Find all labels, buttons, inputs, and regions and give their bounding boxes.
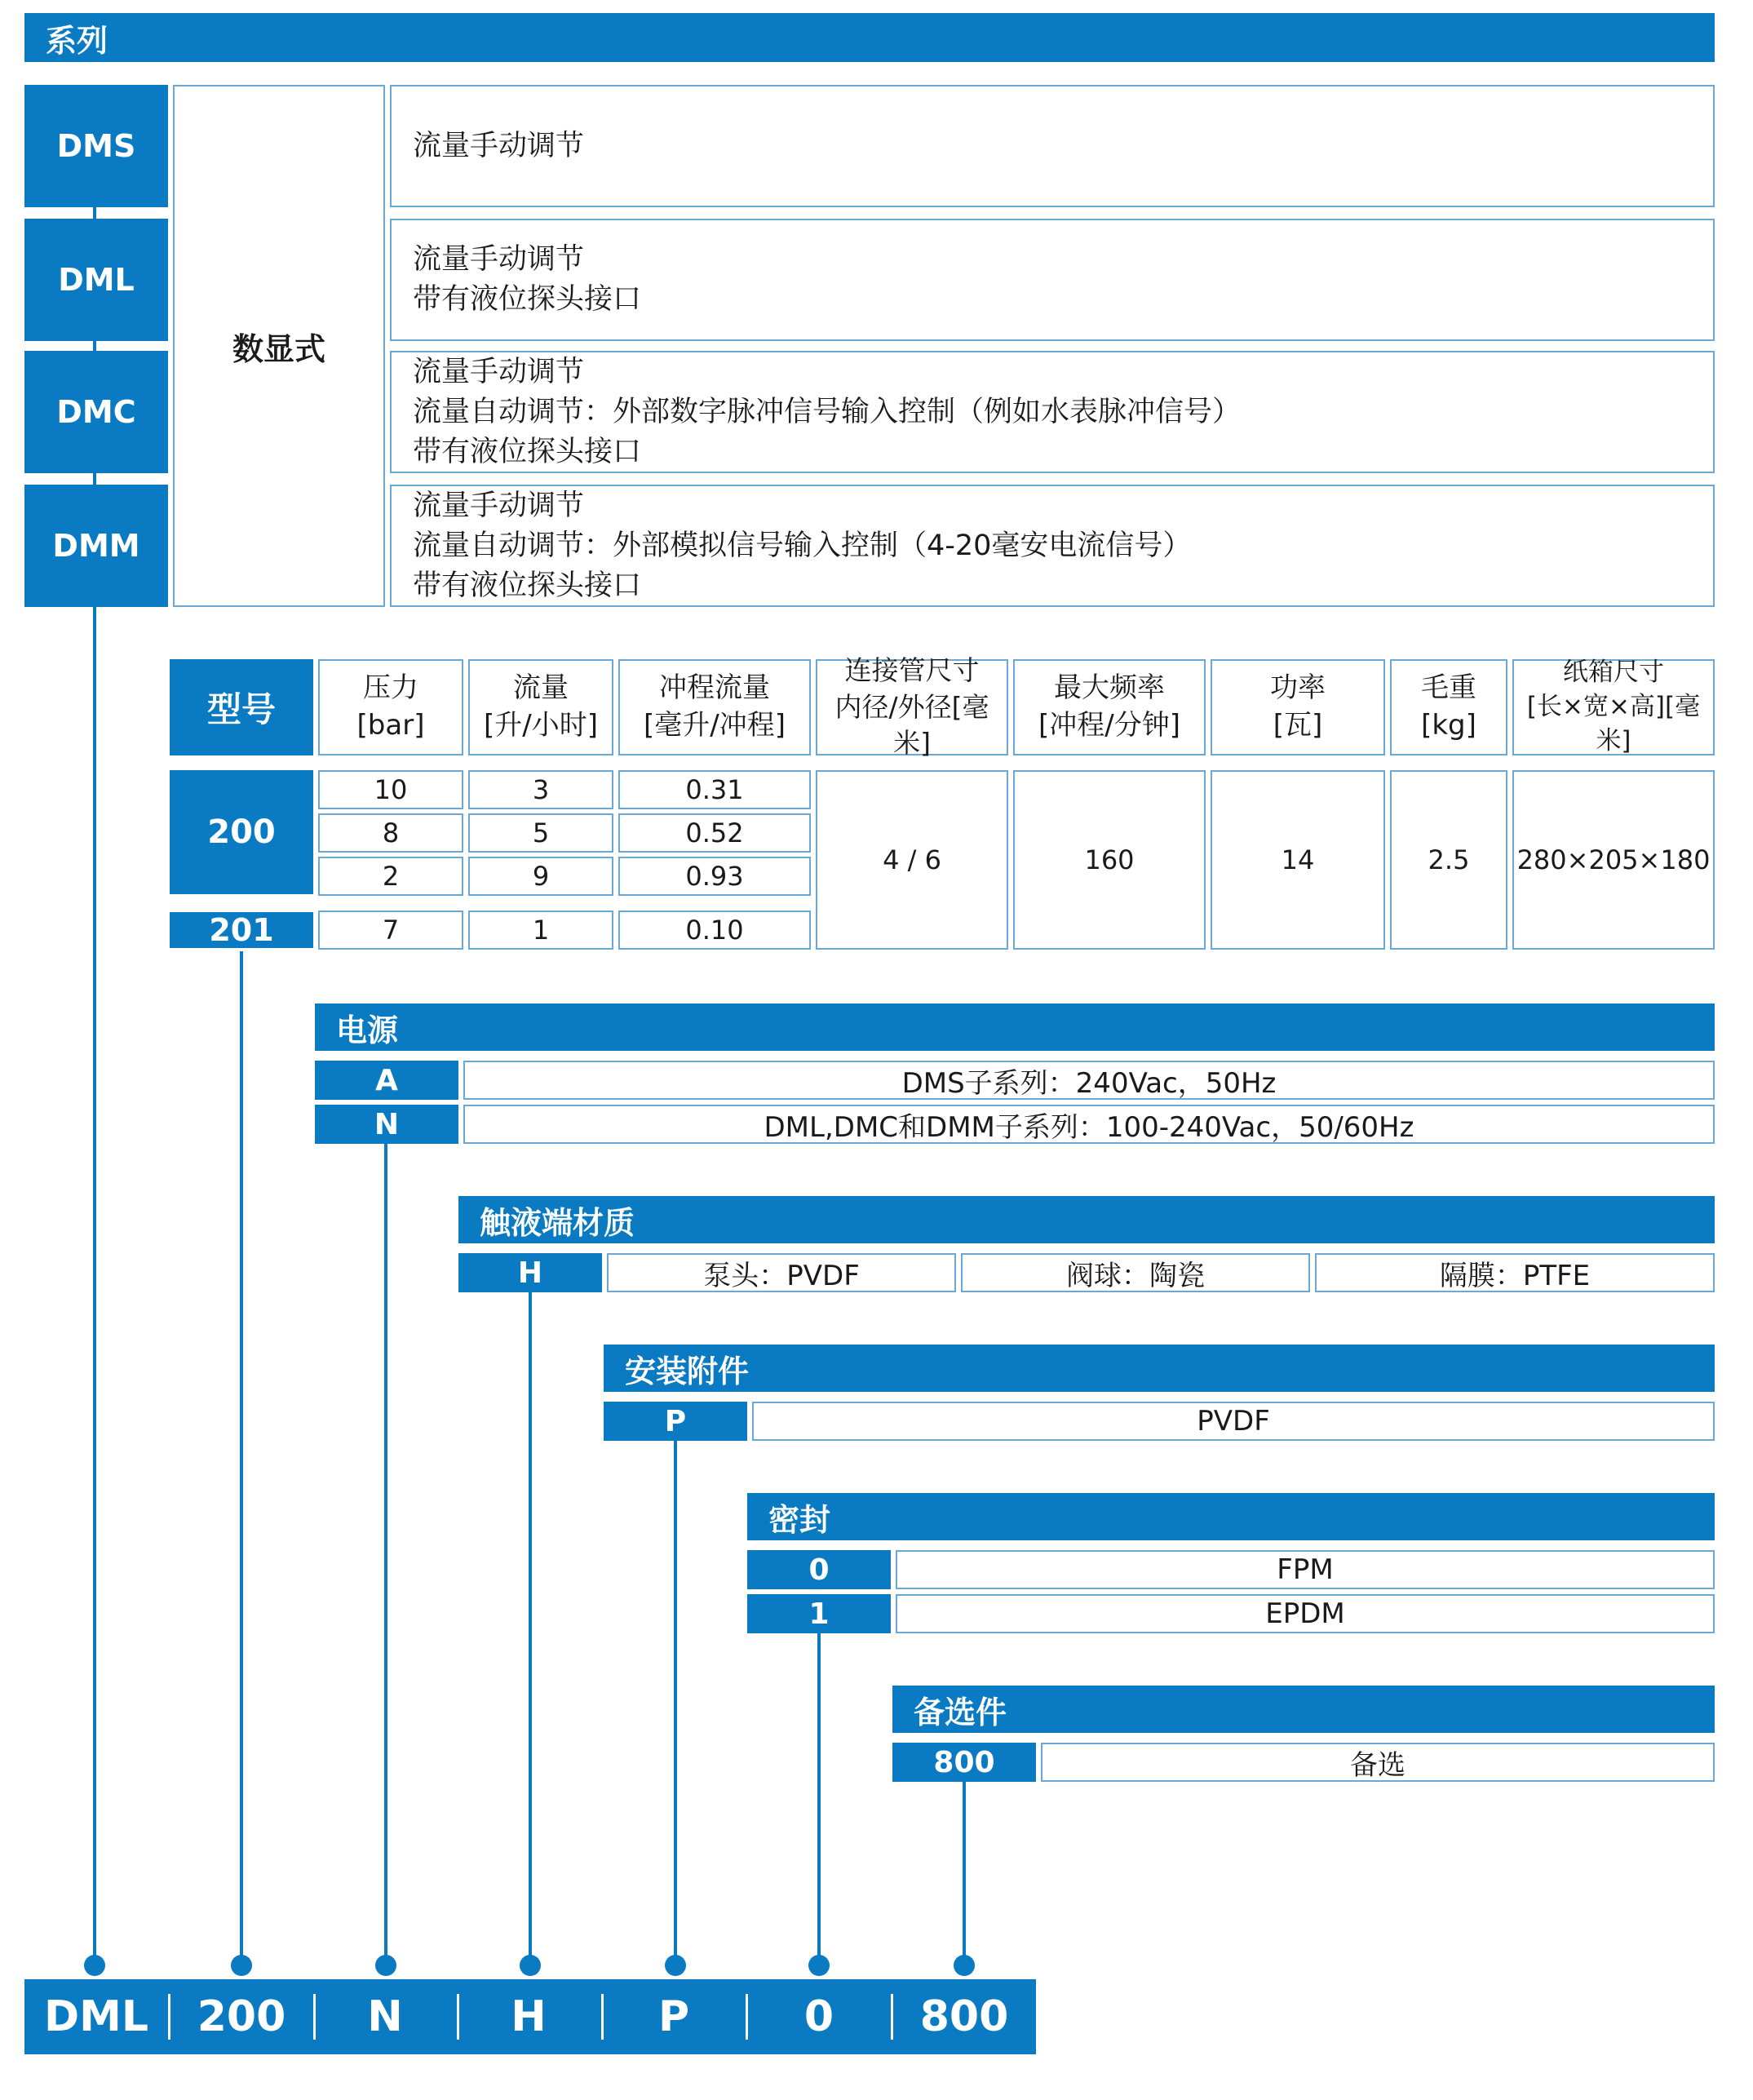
seal-option-epdm: EPDM <box>896 1594 1715 1633</box>
power-value-cell: 14 <box>1211 770 1385 950</box>
pressure-cell: 8 <box>318 813 463 853</box>
fitting-option-p: PVDF <box>752 1402 1715 1441</box>
series-description-dmm: 流量手动调节 流量自动调节：外部模拟信号输入控制（4-20毫安电流信号） 带有液位探头接口 <box>390 485 1715 607</box>
power-code-n: N <box>315 1105 458 1144</box>
header-connection: 连接管尺寸 内径/外径[毫米] <box>816 659 1008 755</box>
header-max-frequency: 最大频率 [冲程/分钟] <box>1013 659 1206 755</box>
wetted-pump-head: 泵头：PVDF <box>607 1253 956 1292</box>
header-power: 功率 [瓦] <box>1211 659 1385 755</box>
model-header: 型号 <box>170 659 313 755</box>
wetted-connector-line <box>529 1292 532 1966</box>
model-code-201: 201 <box>170 912 313 948</box>
series-description-dml: 流量手动调节 带有液位探头接口 <box>390 219 1715 341</box>
connector-dot <box>231 1955 252 1976</box>
flow-cell: 5 <box>468 813 613 853</box>
model-connector-line <box>240 951 243 1966</box>
connector-dot <box>520 1955 541 1976</box>
flow-cell: 9 <box>468 857 613 896</box>
pressure-cell: 2 <box>318 857 463 896</box>
stroke-volume-cell: 0.93 <box>618 857 811 896</box>
seal-connector-line <box>817 1633 821 1966</box>
series-code-dms: DMS <box>24 85 168 207</box>
order-code-separator <box>313 1994 316 2040</box>
connector-dot <box>375 1955 396 1976</box>
order-code-wetted: H <box>511 1992 547 2041</box>
seal-option-fpm: FPM <box>896 1550 1715 1589</box>
wetted-header: 触液端材质 <box>458 1196 1715 1243</box>
spare-header: 备选件 <box>892 1686 1715 1733</box>
header-flow: 流量 [升/小时] <box>468 659 613 755</box>
fitting-code-p: P <box>604 1402 747 1441</box>
weight-cell: 2.5 <box>1390 770 1507 950</box>
wetted-code-h: H <box>458 1253 602 1292</box>
series-type-label: 数显式 <box>173 85 385 607</box>
order-code-separator <box>746 1994 748 2040</box>
fitting-header: 安装附件 <box>604 1345 1715 1392</box>
power-code-a: A <box>315 1061 458 1100</box>
series-code-dmc: DMC <box>24 351 168 473</box>
order-code-separator <box>168 1994 170 2040</box>
power-option-n: DML,DMC和DMM子系列：100-240Vac，50/60Hz <box>463 1105 1715 1144</box>
connector-dot <box>84 1955 105 1976</box>
order-code-seal: 0 <box>803 1992 834 2041</box>
pressure-cell: 7 <box>318 910 463 950</box>
max-frequency-cell: 160 <box>1013 770 1206 950</box>
wetted-valve-ball: 阀球：陶瓷 <box>961 1253 1310 1292</box>
series-description-dmc: 流量手动调节 流量自动调节：外部数字脉冲信号输入控制（例如水表脉冲信号） 带有液位探头接口 <box>390 351 1715 473</box>
header-weight: 毛重 [kg] <box>1390 659 1507 755</box>
connector-dot <box>808 1955 830 1976</box>
order-code-separator <box>601 1994 604 2040</box>
wetted-diaphragm: 隔膜：PTFE <box>1315 1253 1715 1292</box>
order-code-series: DML <box>43 1992 149 2041</box>
flow-cell: 1 <box>468 910 613 950</box>
series-code-dml: DML <box>24 219 168 341</box>
series-header-label: 系列 <box>46 22 108 59</box>
series-code-dmm: DMM <box>24 485 168 607</box>
spare-code-800: 800 <box>892 1743 1036 1782</box>
power-header: 电源 <box>315 1003 1715 1051</box>
seal-header: 密封 <box>747 1493 1715 1540</box>
power-option-a: DMS子系列：240Vac，50Hz <box>463 1061 1715 1100</box>
order-code-fitting: P <box>657 1992 690 2041</box>
order-code-separator <box>891 1994 893 2040</box>
seal-code-1: 1 <box>747 1594 891 1633</box>
header-carton-size: 纸箱尺寸 [长×宽×高][毫米] <box>1512 659 1715 755</box>
header-stroke-volume: 冲程流量 [毫升/冲程] <box>618 659 811 755</box>
fitting-connector-line <box>674 1441 677 1966</box>
order-code-spare: 800 <box>919 1992 1009 2041</box>
order-code-model: 200 <box>197 1992 286 2041</box>
stroke-volume-cell: 0.52 <box>618 813 811 853</box>
connection-size-cell: 4 / 6 <box>816 770 1008 950</box>
spare-option-800: 备选 <box>1041 1743 1715 1782</box>
pressure-cell: 10 <box>318 770 463 809</box>
carton-size-cell: 280×205×180 <box>1512 770 1715 950</box>
model-code-200: 200 <box>170 770 313 894</box>
header-pressure: 压力 [bar] <box>318 659 463 755</box>
order-code-power: N <box>367 1992 403 2041</box>
order-code-separator <box>457 1994 459 2040</box>
series-description-dms: 流量手动调节 <box>390 85 1715 207</box>
seal-code-0: 0 <box>747 1550 891 1589</box>
spare-connector-line <box>963 1782 966 1966</box>
connector-dot <box>954 1955 975 1976</box>
flow-cell: 3 <box>468 770 613 809</box>
series-header <box>24 13 1715 62</box>
stroke-volume-cell: 0.10 <box>618 910 811 950</box>
power-connector-line <box>384 1144 387 1966</box>
connector-dot <box>665 1955 686 1976</box>
stroke-volume-cell: 0.31 <box>618 770 811 809</box>
